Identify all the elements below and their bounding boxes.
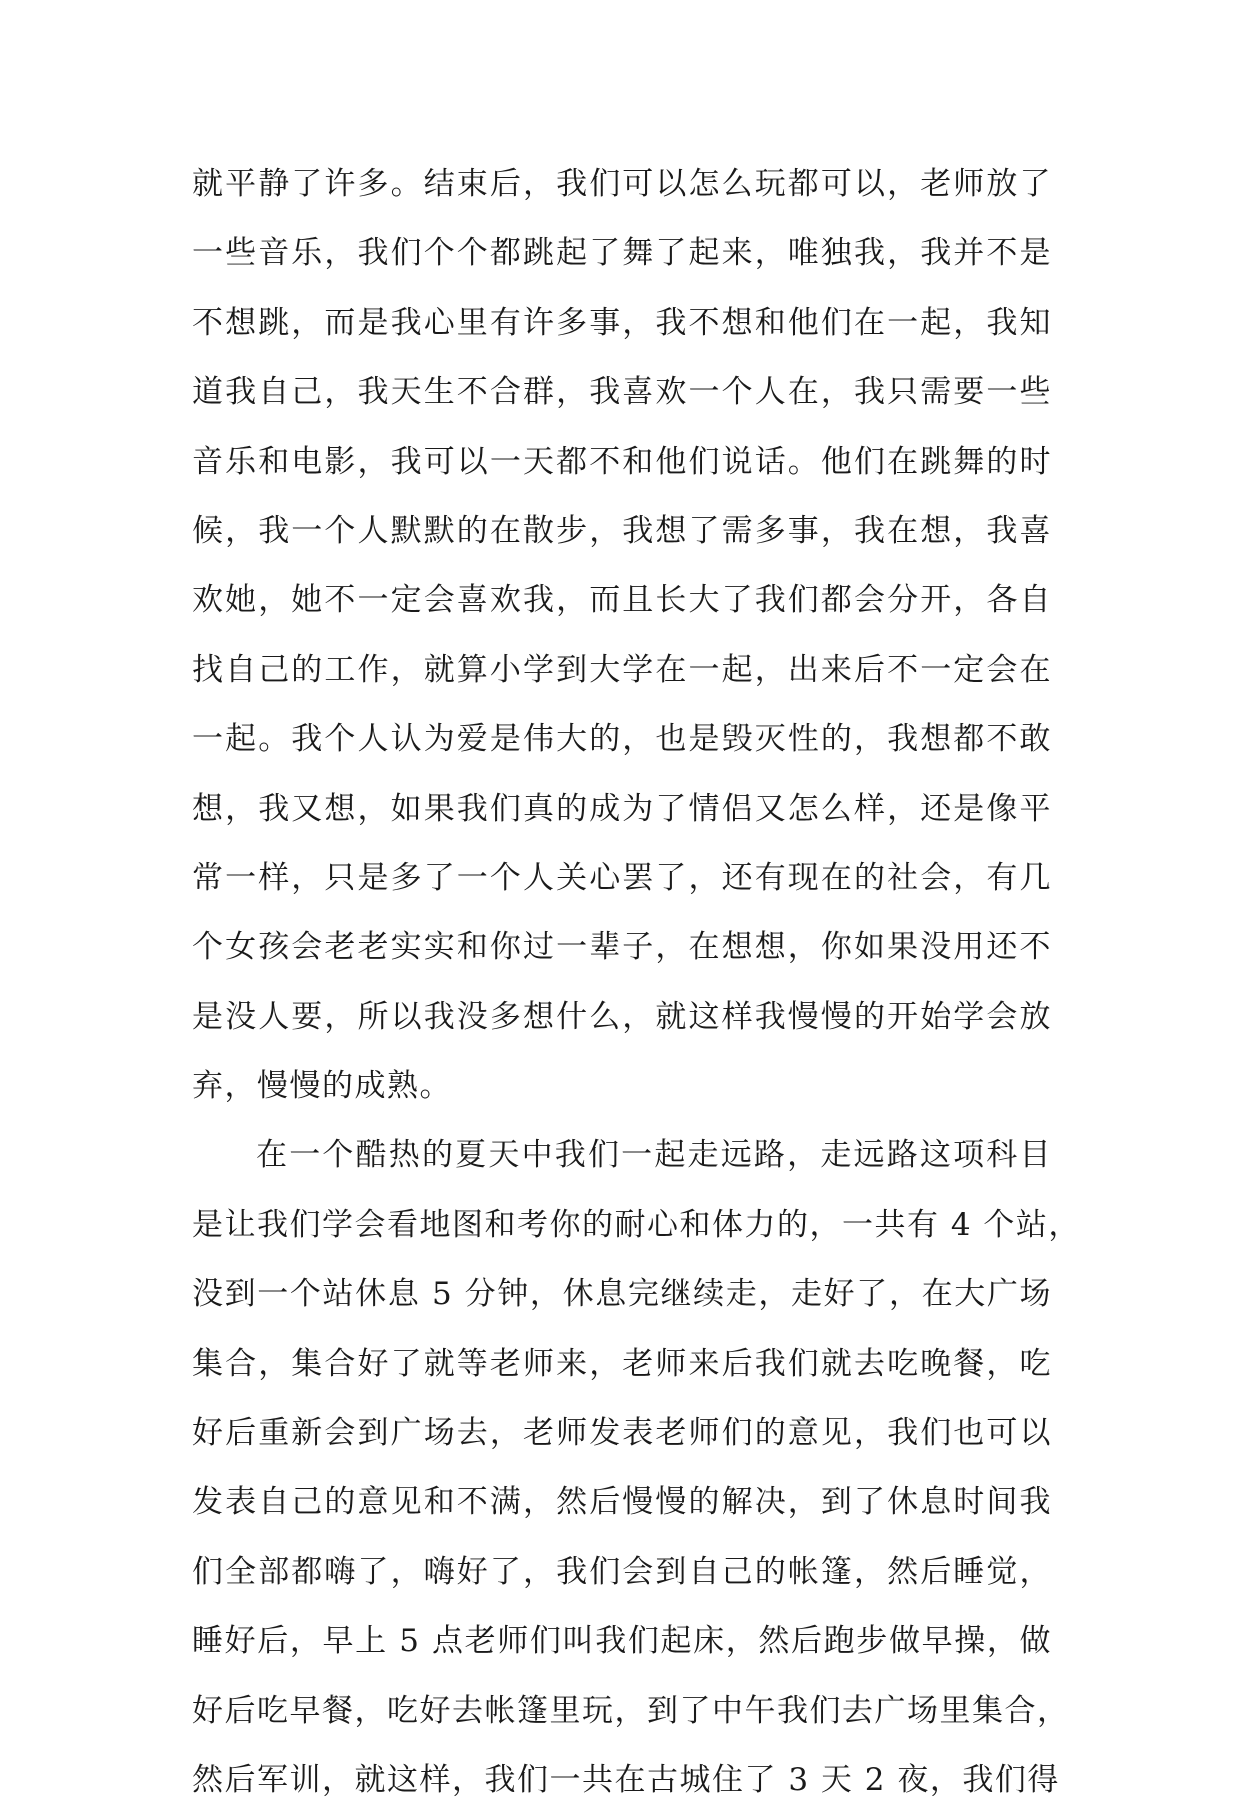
text-line: 集合，集合好了就等老师来，老师来后我们就去吃晚餐，吃 xyxy=(192,1345,1052,1382)
text-line: 道我自己，我天生不合群，我喜欢一个人在，我只需要一些 xyxy=(192,374,1052,411)
text-line: 找自己的工作，就算小学到大学在一起，出来后不一定会在 xyxy=(192,651,1052,688)
text-line: 常一样，只是多了一个人关心罢了，还有现在的社会，有几 xyxy=(192,859,1052,896)
text-line: 是没人要，所以我没多想什么，就这样我慢慢的开始学会放 xyxy=(192,998,1052,1035)
text-line: 好后吃早餐，吃好去帐篷里玩，到了中午我们去广场里集合， xyxy=(192,1692,1070,1729)
text-line: 发表自己的意见和不满，然后慢慢的解决，到了休息时间我 xyxy=(192,1484,1052,1521)
text-line: 个女孩会老老实实和你过一辈子，在想想，你如果没用还不 xyxy=(192,929,1052,966)
text-line: 就平静了许多。结束后，我们可以怎么玩都可以，老师放了 xyxy=(192,166,1052,202)
text-line: 音乐和电影，我可以一天都不和他们说话。他们在跳舞的时 xyxy=(192,443,1052,480)
text-line: 不想跳，而是我心里有许多事，我不想和他们在一起，我知 xyxy=(192,304,1052,341)
text-line: 弃，慢慢的成熟。 xyxy=(192,1068,452,1105)
text-line: 们全部都嗨了，嗨好了，我们会到自己的帐篷，然后睡觉， xyxy=(192,1553,1052,1590)
text-line: 欢她，她不一定会喜欢我，而且长大了我们都会分开，各自 xyxy=(192,582,1052,619)
text-line: 好后重新会到广场去，老师发表老师们的意见，我们也可以 xyxy=(192,1415,1052,1452)
text-line: 在一个酷热的夏天中我们一起走远路，走远路这项科目 xyxy=(256,1137,1052,1174)
text-line: 然后军训，就这样，我们一共在古城住了 3 天 2 夜，我们得 xyxy=(192,1761,1060,1798)
text-line: 一些音乐，我们个个都跳起了舞了起来，唯独我，我并不是 xyxy=(192,235,1052,272)
text-line: 是让我们学会看地图和考你的耐心和体力的，一共有 4 个站， xyxy=(192,1206,1081,1243)
text-line: 一起。我个人认为爱是伟大的，也是毁灭性的，我想都不敢 xyxy=(192,721,1052,758)
text-line: 候，我一个人默默的在散步，我想了需多事，我在想，我喜 xyxy=(192,512,1052,549)
text-line: 想，我又想，如果我们真的成为了情侣又怎么样，还是像平 xyxy=(192,790,1052,827)
text-line: 没到一个站休息 5 分钟，休息完继续走，走好了，在大广场 xyxy=(192,1276,1052,1313)
text-line: 睡好后，早上 5 点老师们叫我们起床，然后跑步做早操，做 xyxy=(192,1623,1052,1660)
body-text xyxy=(192,150,1081,1815)
